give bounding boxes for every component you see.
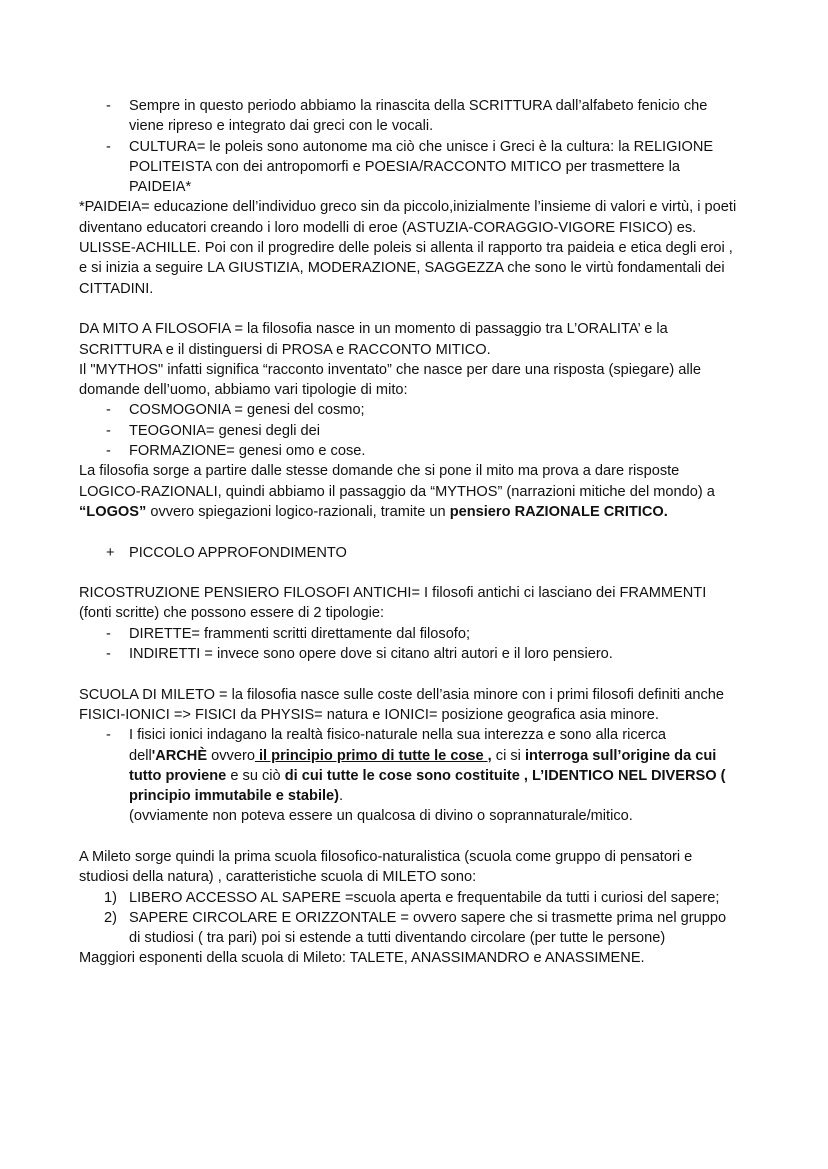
ricostruzione-paragraph: RICOSTRUZIONE PENSIERO FILOSOFI ANTICHI= I filosofi antichi ci lasciano dei FRAMMENTI (fonti scritte) che possono essere di 2 tipologie: <box>79 585 707 622</box>
origine-bold: interroga sull’origine da cui tutto proviene <box>129 747 717 784</box>
esponenti-paragraph: Maggiori esponenti della scuola di Mileto: TALETE, ANASSIMANDRO e ANASSIMENE. <box>79 950 645 967</box>
document-page <box>79 96 739 969</box>
list-item <box>79 644 739 664</box>
identico-bold: di cui tutte le cose sono costituite , L’IDENTICO NEL DIVERSO ( principio immutabile e stabile) <box>129 767 726 805</box>
list-item-text: INDIRETTI = invece sono opere dove si citano altri autori e il loro pensiero. <box>129 646 613 663</box>
filosofia-paragraph <box>79 461 739 522</box>
bullet-dash: - <box>106 98 111 114</box>
list-item-text: CULTURA= le poleis sono autonome ma ciò che unisce i Greci è la cultura: la RELIGIONE POLITEISTA con dei antropomorfi e POESIA/RACCONTO MITICO per trasmettere la PAIDEIA* <box>129 138 714 196</box>
bullet-dash: - <box>106 727 111 744</box>
approfondimento-item <box>79 543 739 563</box>
fisici-note: (ovviamente non poteva essere un qualcosa di divino o soprannaturale/mitico. <box>129 808 633 825</box>
filosofia-text: ovvero spiegazioni logico-razionali, tramite un <box>146 503 450 520</box>
numbered-item-text: SAPERE CIRCOLARE E ORIZZONTALE = ovvero sapere che si trasmette prima nel gruppo di studiosi ( tra pari) poi si estende a tutti diventando circolare (per tutte le persone) <box>129 909 727 947</box>
list-item-text: COSMOGONIA = genesi del cosmo; <box>129 402 365 419</box>
bullet-dash: - <box>106 422 111 439</box>
list-item <box>79 624 739 644</box>
text-run: ci si <box>491 747 525 764</box>
list-item <box>79 400 739 420</box>
principio-primo-underlined: il principio primo di tutte le cose , <box>254 747 492 764</box>
text-run: ovvero <box>207 747 255 764</box>
list-item <box>79 441 739 461</box>
pensiero-critico-bold: pensiero RAZIONALE CRITICO. <box>449 503 668 520</box>
mythos-paragraph: Il "MYTHOS" infatti significa “racconto inventato” che nasce per dare una risposta (spiegare) alle domande dell’uomo, abbiamo vari tipologie di mito: <box>79 361 701 399</box>
list-item <box>79 725 739 826</box>
list-item-text: FORMAZIONE= genesi omo e cose. <box>129 443 366 460</box>
list-item-text: TEOGONIA= genesi degli dei <box>129 422 321 439</box>
filosofia-text: La filosofia sorge a partire dalle stesse domande che si pone il mito ma prova a dare risposte LOGICO-RAZIONALI, quindi abbiamo il passaggio da “MYTHOS” (narrazioni mitiche del mondo) a <box>79 463 715 500</box>
mito-paragraph: DA MITO A FILOSOFIA = la filosofia nasce in un momento di passaggio tra L’ORALITA’ e la SCRITTURA e il distinguersi di PROSA e RACCONTO MITICO. <box>79 321 668 358</box>
mileto-paragraph: SCUOLA DI MILETO = la filosofia nasce sulle coste dell’asia minore con i primi filosofi definiti anche FISICI-IONICI => FISICI da PHYSIS= natura e IONICI= posizione geografica asia minore. <box>79 686 724 723</box>
logos-bold: “LOGOS” <box>79 503 147 520</box>
approfondimento-label: PICCOLO APPROFONDIMENTO <box>129 544 347 561</box>
text-run: I fisici ionici indagano la realtà fisico-naturale nella sua interezza e sono alla ricerca dell <box>129 727 667 764</box>
scuola-paragraph: A Mileto sorge quindi la prima scuola filosofico-naturalistica (scuola come gruppo di pensatori e studiosi della natura) , caratteristiche scuola di MILETO sono: <box>79 848 693 886</box>
list-item <box>79 421 739 441</box>
list-item <box>79 137 739 198</box>
bullet-dash: - <box>106 443 111 460</box>
text-run: e su ciò <box>226 767 285 784</box>
arche-bold: 'ARCHÈ <box>151 747 208 764</box>
bullet-dash: - <box>106 138 111 155</box>
numbered-item-text: LIBERO ACCESSO AL SAPERE =scuola aperta e frequentabile da tutti i curiosi del sapere; <box>129 889 720 906</box>
paideia-paragraph: *PAIDEIA= educazione dell’individuo greco sin da piccolo,inizialmente l’insieme di valori e virtù, i poeti diventano educatori creando i loro modelli di eroe (ASTUZIA-CORAGGIO-VIGORE FISICO) es. ULISSE-ACHILLE. Poi con il progredire delle poleis si allenta il rapporto tra paideia e etica degli eroi , e si inizia a seguire LA GIUSTIZIA, MODERAZIONE, SAGGEZZA che sono le virtù fondamentali dei CITTADINI. <box>79 199 737 297</box>
numbered-item <box>79 908 739 949</box>
list-item-text: DIRETTE= frammenti scritti direttamente dal filosofo; <box>129 625 471 642</box>
item-number: 1) <box>104 889 117 906</box>
bullet-dash: - <box>106 625 111 642</box>
list-item <box>79 96 739 137</box>
list-item-text: Sempre in questo periodo abbiamo la rinascita della SCRITTURA dall’alfabeto fenicio che viene ripreso e integrato dai greci con le vocali. <box>129 98 708 135</box>
text-run: . <box>339 788 344 805</box>
bullet-dash: - <box>106 646 111 663</box>
fisici-ionici-text <box>129 725 739 806</box>
plus-marker: + <box>106 544 115 561</box>
bullet-dash: - <box>106 402 111 419</box>
numbered-item <box>79 888 739 908</box>
item-number: 2) <box>104 909 117 926</box>
